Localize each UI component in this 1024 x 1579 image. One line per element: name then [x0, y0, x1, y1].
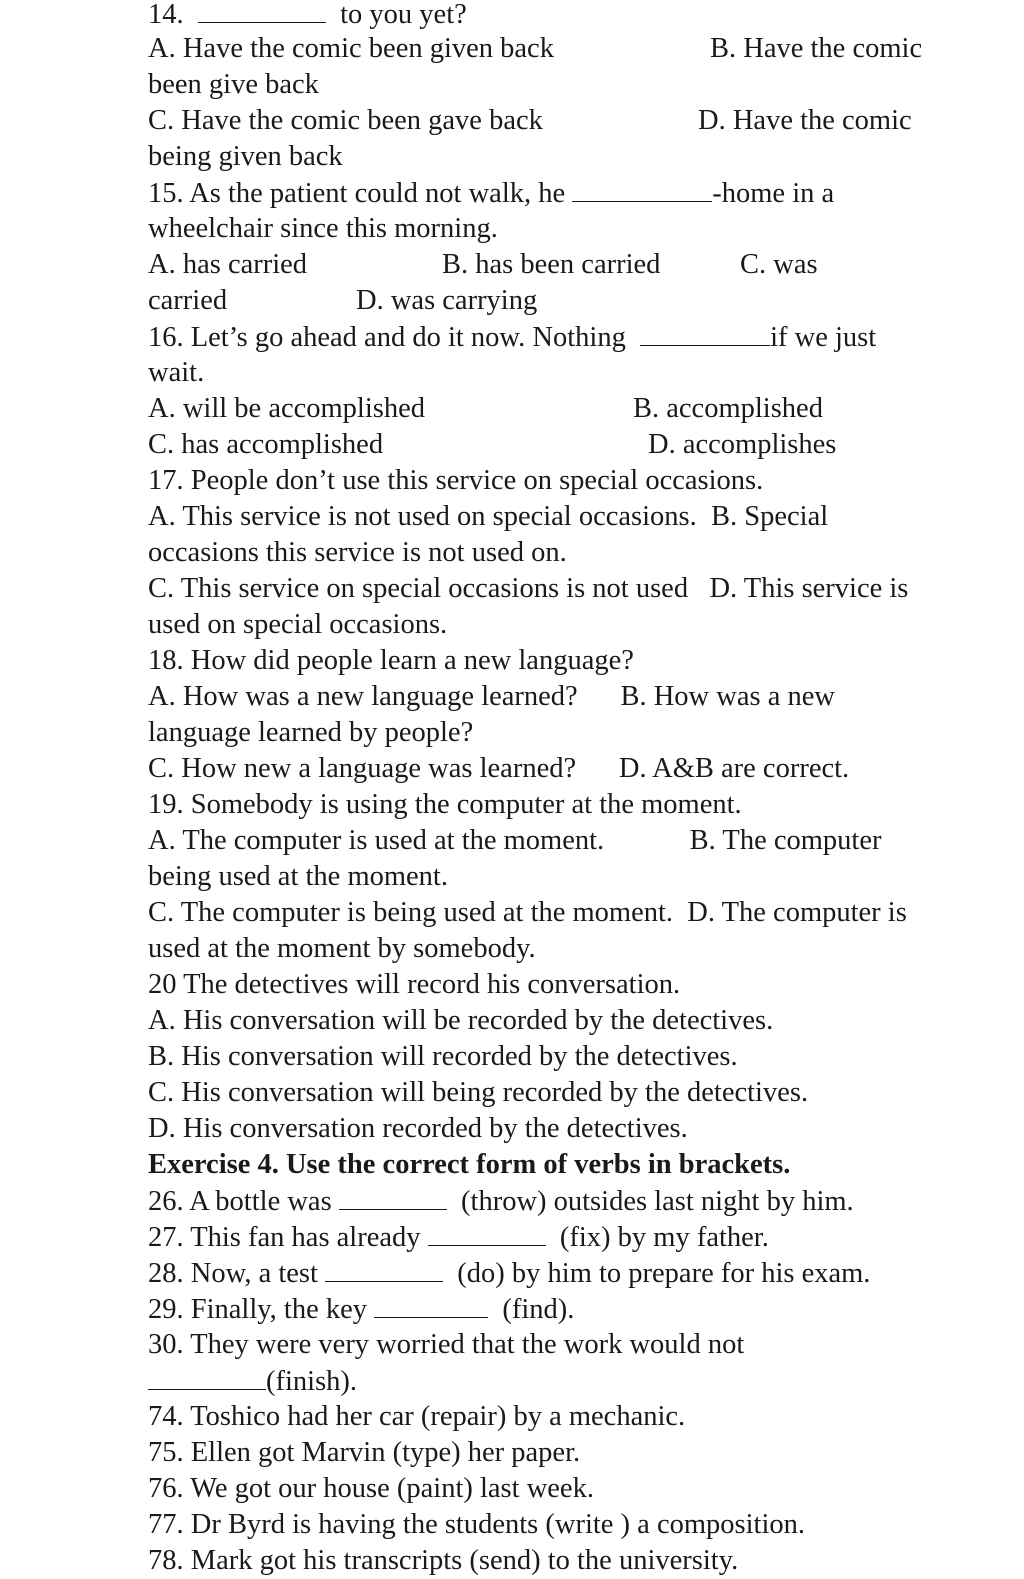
question-76: 76. We got our house (paint) last week. [148, 1473, 594, 1504]
stem-text: 27. This fan has already [148, 1222, 421, 1253]
stem-text: 26. A bottle was [148, 1186, 332, 1217]
question-16-option-d[interactable]: D. accomplishes [648, 429, 837, 460]
question-29 [148, 1291, 574, 1327]
question-number: 14. [148, 0, 184, 30]
question-78: 78. Mark got his transcripts (send) to the university. [148, 1545, 739, 1576]
question-30-wrap [148, 1363, 357, 1399]
answer-blank[interactable] [339, 1183, 447, 1210]
question-16-option-b[interactable]: B. accomplished [633, 393, 823, 424]
question-17-options-line-4: used on special occasions. [148, 609, 448, 640]
question-18-options-line-1[interactable]: A. How was a new language learned? B. How was a new [148, 681, 835, 712]
answer-blank[interactable] [374, 1291, 488, 1318]
question-28 [148, 1255, 870, 1291]
stem-text: (do) by him to prepare for his exam. [457, 1258, 871, 1289]
question-17-options-line-3[interactable]: C. This service on special occasions is not used D. This service is [148, 573, 909, 604]
stem-text: (finish). [266, 1366, 358, 1397]
question-17-stem: 17. People don’t use this service on special occasions. [148, 465, 764, 496]
question-15-option-d[interactable]: D. was carrying [356, 285, 538, 316]
stem-text: 28. Now, a test [148, 1258, 318, 1289]
question-19-stem: 19. Somebody is using the computer at the moment. [148, 789, 742, 820]
question-14-option-b-wrap: been give back [148, 69, 319, 100]
stem-text: if we just [770, 322, 877, 353]
answer-blank[interactable] [572, 175, 712, 202]
stem-text: 16. Let’s go ahead and do it now. Nothing [148, 322, 626, 353]
question-15-option-c-wrap: carried [148, 285, 228, 316]
exercise-4-heading: Exercise 4. Use the correct form of verbs in brackets. [148, 1149, 791, 1180]
answer-blank[interactable] [148, 1363, 266, 1390]
question-14-option-d[interactable]: D. Have the comic [698, 105, 912, 136]
stem-text: (fix) by my father. [559, 1222, 769, 1253]
question-20-stem: 20 The detectives will record his conversation. [148, 969, 681, 1000]
question-18-options-line-2: language learned by people? [148, 717, 474, 748]
question-14-option-b[interactable]: B. Have the comic [710, 33, 923, 64]
question-16-option-c[interactable]: C. has accomplished [148, 429, 384, 460]
question-19-options-line-2: being used at the moment. [148, 861, 448, 892]
answer-blank[interactable] [325, 1255, 443, 1282]
question-20-option-d[interactable]: D. His conversation recorded by the detectives. [148, 1113, 688, 1144]
stem-text: (throw) outsides last night by him. [461, 1186, 854, 1217]
question-15-stem-wrap: wheelchair since this morning. [148, 213, 498, 244]
question-75: 75. Ellen got Marvin (type) her paper. [148, 1437, 581, 1468]
question-19-options-line-4: used at the moment by somebody. [148, 933, 536, 964]
stem-text: 29. Finally, the key [148, 1294, 367, 1325]
answer-blank[interactable] [428, 1219, 546, 1246]
stem-text: (find). [502, 1294, 575, 1325]
question-18-stem: 18. How did people learn a new language? [148, 645, 634, 676]
question-26 [148, 1183, 854, 1219]
question-14-option-c[interactable]: C. Have the comic been gave back [148, 105, 543, 136]
answer-blank[interactable] [640, 319, 770, 346]
question-18-options-line-3[interactable]: C. How new a language was learned? D. A&B are correct. [148, 753, 850, 784]
question-16-option-a[interactable]: A. will be accomplished [148, 393, 426, 424]
stem-text: 15. As the patient could not walk, he [148, 178, 566, 209]
question-30: 30. They were very worried that the work would not [148, 1329, 745, 1360]
question-19-options-line-3[interactable]: C. The computer is being used at the moment. D. The computer is [148, 897, 907, 928]
question-15-option-c[interactable]: C. was [740, 249, 818, 280]
question-77: 77. Dr Byrd is having the students (write ) a composition. [148, 1509, 805, 1540]
question-15-option-b[interactable]: B. has been carried [442, 249, 661, 280]
question-14-stem [148, 0, 467, 32]
question-17-options-line-2: occasions this service is not used on. [148, 537, 567, 568]
question-19-options-line-1[interactable]: A. The computer is used at the moment. B. The computer [148, 825, 882, 856]
question-20-option-a[interactable]: A. His conversation will be recorded by the detectives. [148, 1005, 774, 1036]
question-15-stem [148, 175, 834, 211]
question-14-option-d-wrap: being given back [148, 141, 343, 172]
answer-blank[interactable] [198, 0, 326, 23]
question-74: 74. Toshico had her car (repair) by a mechanic. [148, 1401, 686, 1432]
question-27 [148, 1219, 769, 1255]
question-20-option-b[interactable]: B. His conversation will recorded by the detectives. [148, 1041, 738, 1072]
question-16-stem [148, 319, 876, 355]
stem-text: to you yet? [340, 0, 467, 30]
question-20-option-c[interactable]: C. His conversation will being recorded by the detectives. [148, 1077, 809, 1108]
question-14-option-a[interactable]: A. Have the comic been given back [148, 33, 554, 64]
question-17-options-line-1[interactable]: A. This service is not used on special occasions. B. Special [148, 501, 829, 532]
question-15-option-a[interactable]: A. has carried [148, 249, 308, 280]
stem-text: -home in a [712, 178, 835, 209]
question-16-stem-wrap: wait. [148, 357, 205, 388]
